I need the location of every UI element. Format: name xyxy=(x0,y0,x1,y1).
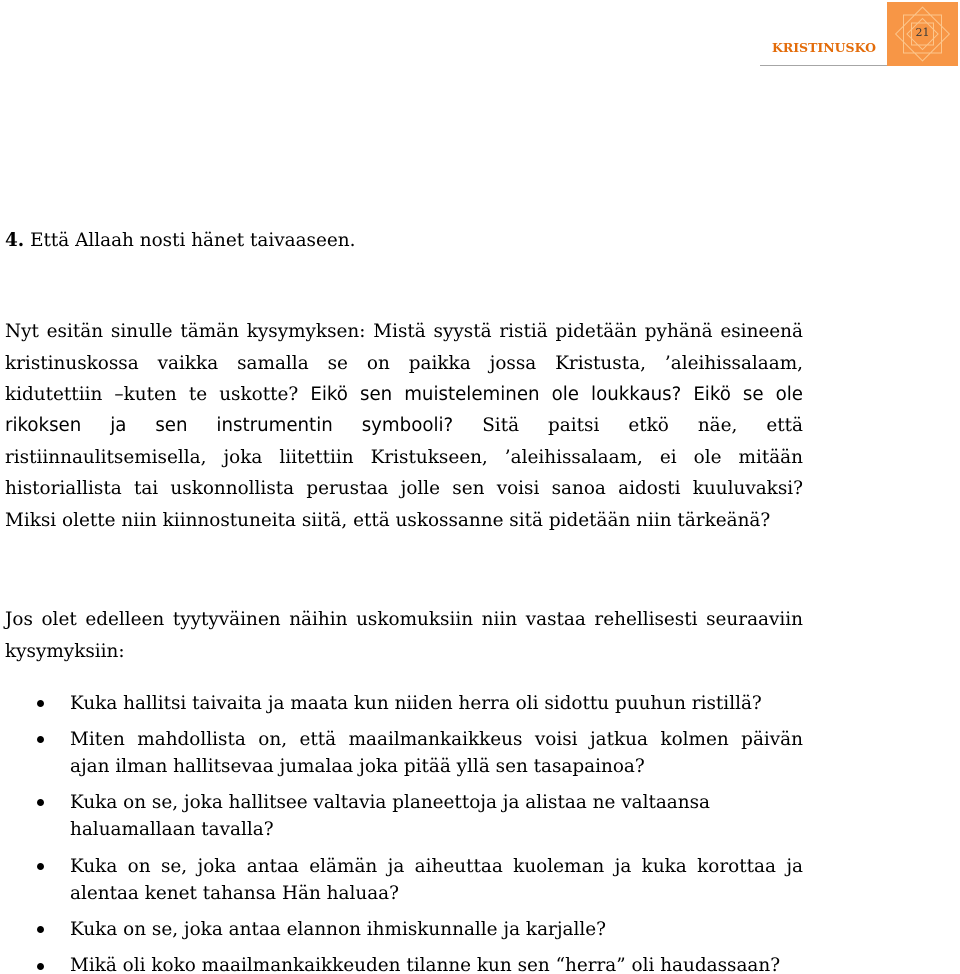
page-number: 21 xyxy=(915,26,930,39)
paragraph-line xyxy=(5,410,803,441)
question-line: Kuka on se, joka antaa elannon ihmiskunnalle ja karjalle? xyxy=(70,918,606,940)
section-title: Että Allaah nosti hänet taivaaseen. xyxy=(30,230,356,251)
paragraph-1 xyxy=(5,316,803,536)
question-item xyxy=(70,916,803,943)
paragraph-line: Jos olet edelleen tyytyväinen näihin uskomuksiin niin vastaa rehellisesti seuraaviin xyxy=(5,609,803,631)
paragraph-line-segment: Sitä paitsi etkö näe, että xyxy=(453,415,803,437)
paragraph-line-segment: rikoksen ja sen instrumentin symbooli? xyxy=(5,415,454,437)
bullet-icon xyxy=(37,736,44,743)
question-line: alentaa kenet tahansa Hän haluaa? xyxy=(70,882,400,904)
question-line: Mikä oli koko maailmankaikkeuden tilanne kun sen “herra” oli haudassaan? xyxy=(70,955,781,974)
paragraph-line-segment: Eikö sen muisteleminen ole loukkaus? Eikö se ole xyxy=(310,384,803,406)
paragraph-line: historiallista tai uskonnollista perustaa jolle sen voisi sanoa aidosti kuuluvaksi? xyxy=(5,478,803,500)
running-title: KRISTINUSKO xyxy=(771,40,876,55)
paragraph-line xyxy=(5,379,803,410)
question-line: Kuka hallitsi taivaita ja maata kun niiden herra oli sidottu puuhun ristillä? xyxy=(70,692,762,714)
question-line: Kuka on se, joka antaa elämän ja aiheuttaa kuoleman ja kuka korottaa ja xyxy=(70,855,803,877)
question-item xyxy=(70,789,803,843)
bullet-icon xyxy=(37,963,44,970)
paragraph-2 xyxy=(5,604,803,667)
question-item xyxy=(70,853,803,907)
question-line: ajan ilman hallitsevaa jumalaa joka pitää yllä sen tasapainoa? xyxy=(70,755,645,777)
question-line: haluamallaan tavalla? xyxy=(70,818,274,840)
paragraph-line-segment: kidutettiin –kuten te uskotte? xyxy=(5,384,311,406)
question-item xyxy=(70,690,803,717)
page-number-box xyxy=(887,2,958,66)
bullet-icon xyxy=(37,926,44,933)
bullet-icon xyxy=(37,863,44,870)
header-rule xyxy=(760,65,887,66)
paragraph-line: Nyt esitän sinulle tämän kysymyksen: Mistä syystä ristiä pidetään pyhänä esineenä xyxy=(5,321,803,343)
bullet-icon xyxy=(37,799,44,806)
paragraph-line: kysymyksiin: xyxy=(5,640,125,662)
question-item xyxy=(70,726,803,780)
section-number: 4. xyxy=(5,230,25,251)
section-heading xyxy=(5,226,803,256)
question-line: Kuka on se, joka hallitsee valtavia planeettoja ja alistaa ne valtaansa xyxy=(70,791,711,813)
paragraph-line: ristiinnaulitsemisella, joka liitettiin Kristukseen, ’aleihissalaam, ei ole mitään xyxy=(5,446,803,468)
paragraph-line: Miksi olette niin kiinnostuneita siitä, että uskossanne sitä pidetään niin tärkeänä? xyxy=(5,509,771,531)
question-item xyxy=(70,955,803,974)
paragraph-line: kristinuskossa vaikka samalla se on paikka jossa Kristusta, ’aleihissalaam, xyxy=(5,352,803,374)
bullet-icon xyxy=(37,700,44,707)
question-line: Miten mahdollista on, että maailmankaikkeus voisi jatkua kolmen päivän xyxy=(70,728,803,750)
